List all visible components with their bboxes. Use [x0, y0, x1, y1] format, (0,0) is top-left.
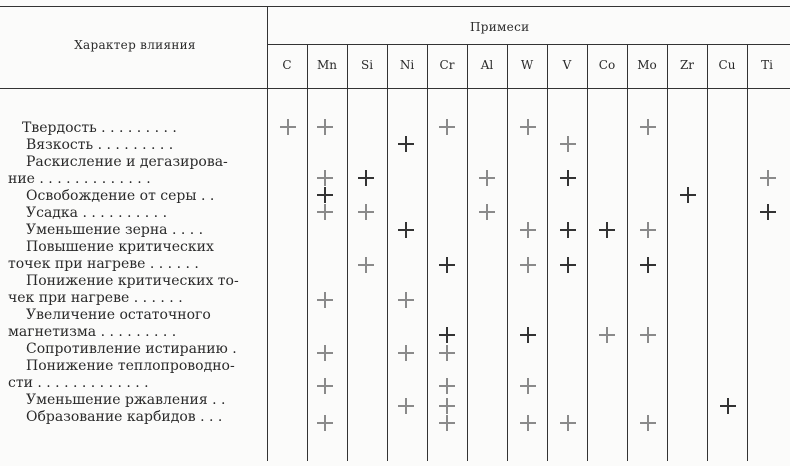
plus-mark: [398, 222, 414, 238]
row-label: Сопротивление истиранию .: [26, 341, 237, 357]
element-header: Mn: [316, 58, 337, 72]
element-header: Co: [598, 58, 616, 72]
column-divider: [307, 44, 308, 461]
row-label: магнетизма . . . . . . . . .: [8, 324, 177, 340]
plus-mark: [599, 327, 615, 343]
column-divider: [427, 44, 428, 461]
header-influence: Характер влияния: [74, 38, 196, 52]
plus-mark: [479, 170, 495, 186]
column-divider: [707, 44, 708, 461]
element-header: Ti: [761, 58, 773, 72]
row-label: сти . . . . . . . . . . . . .: [8, 375, 149, 391]
plus-mark: [640, 415, 656, 431]
element-header: Mo: [637, 58, 657, 72]
row-label: Твердость . . . . . . . . .: [22, 120, 177, 136]
row-label: Понижение критических то-: [26, 273, 239, 289]
row-label: Образование карбидов . . .: [26, 409, 223, 425]
plus-mark: [317, 204, 333, 220]
column-divider: [587, 44, 588, 461]
plus-mark: [520, 327, 536, 343]
plus-mark: [439, 398, 455, 414]
plus-mark: [317, 119, 333, 135]
plus-mark: [317, 187, 333, 203]
plus-mark: [760, 170, 776, 186]
header-impurities: Примеси: [470, 20, 530, 34]
row-label: Понижение теплопроводно-: [26, 358, 235, 374]
header-bottom-rule: [0, 88, 790, 89]
element-header-rule: [267, 44, 790, 45]
plus-mark: [439, 345, 455, 361]
plus-mark: [317, 170, 333, 186]
column-divider: [667, 44, 668, 461]
column-divider: [347, 44, 348, 461]
element-header: Ni: [399, 58, 415, 72]
row-label: Освобождение от серы . .: [26, 188, 215, 204]
plus-mark: [520, 119, 536, 135]
plus-mark: [439, 327, 455, 343]
row-label: Вязкость . . . . . . . . .: [26, 137, 174, 153]
element-header: W: [520, 58, 534, 72]
row-label: точек при нагреве . . . . . .: [8, 256, 199, 272]
column-divider: [387, 44, 388, 461]
plus-mark: [439, 119, 455, 135]
plus-mark: [317, 345, 333, 361]
element-header: V: [562, 58, 572, 72]
element-header: C: [282, 58, 292, 72]
plus-mark: [560, 222, 576, 238]
plus-mark: [640, 327, 656, 343]
plus-mark: [520, 257, 536, 273]
plus-mark: [640, 257, 656, 273]
plus-mark: [398, 292, 414, 308]
column-divider: [747, 44, 748, 461]
plus-mark: [317, 378, 333, 394]
plus-mark: [358, 170, 374, 186]
plus-mark: [358, 257, 374, 273]
element-header: Si: [360, 58, 374, 72]
row-label: Увеличение остаточного: [26, 307, 211, 323]
plus-mark: [398, 398, 414, 414]
row-label: Повышение критических: [26, 239, 214, 255]
plus-mark: [520, 378, 536, 394]
label-column-divider: [267, 6, 268, 461]
plus-mark: [560, 257, 576, 273]
plus-mark: [560, 136, 576, 152]
plus-mark: [520, 222, 536, 238]
element-header: Cu: [718, 58, 736, 72]
plus-mark: [439, 415, 455, 431]
element-header: Zr: [679, 58, 695, 72]
plus-mark: [520, 415, 536, 431]
plus-mark: [398, 345, 414, 361]
element-header: Al: [480, 58, 494, 72]
plus-mark: [640, 119, 656, 135]
plus-mark: [479, 204, 495, 220]
row-label: чек при нагреве . . . . . .: [8, 290, 183, 306]
plus-mark: [398, 136, 414, 152]
plus-mark: [439, 378, 455, 394]
plus-mark: [680, 187, 696, 203]
plus-mark: [317, 292, 333, 308]
column-divider: [627, 44, 628, 461]
plus-mark: [599, 222, 615, 238]
plus-mark: [439, 257, 455, 273]
plus-mark: [280, 119, 296, 135]
column-divider: [507, 44, 508, 461]
row-label: Уменьшение зерна . . . .: [26, 222, 204, 238]
row-label: Уменьшение ржавления . .: [26, 392, 226, 408]
plus-mark: [358, 204, 374, 220]
plus-mark: [720, 398, 736, 414]
row-label: Раскисление и дегазирова-: [26, 154, 228, 170]
column-divider: [547, 44, 548, 461]
plus-mark: [560, 170, 576, 186]
row-label: ние . . . . . . . . . . . . .: [8, 171, 151, 187]
plus-mark: [317, 415, 333, 431]
table-top-rule: [0, 6, 790, 7]
row-label: Усадка . . . . . . . . . .: [26, 205, 168, 221]
column-divider: [467, 44, 468, 461]
plus-mark: [760, 204, 776, 220]
plus-mark: [560, 415, 576, 431]
element-header: Cr: [439, 58, 455, 72]
plus-mark: [640, 222, 656, 238]
